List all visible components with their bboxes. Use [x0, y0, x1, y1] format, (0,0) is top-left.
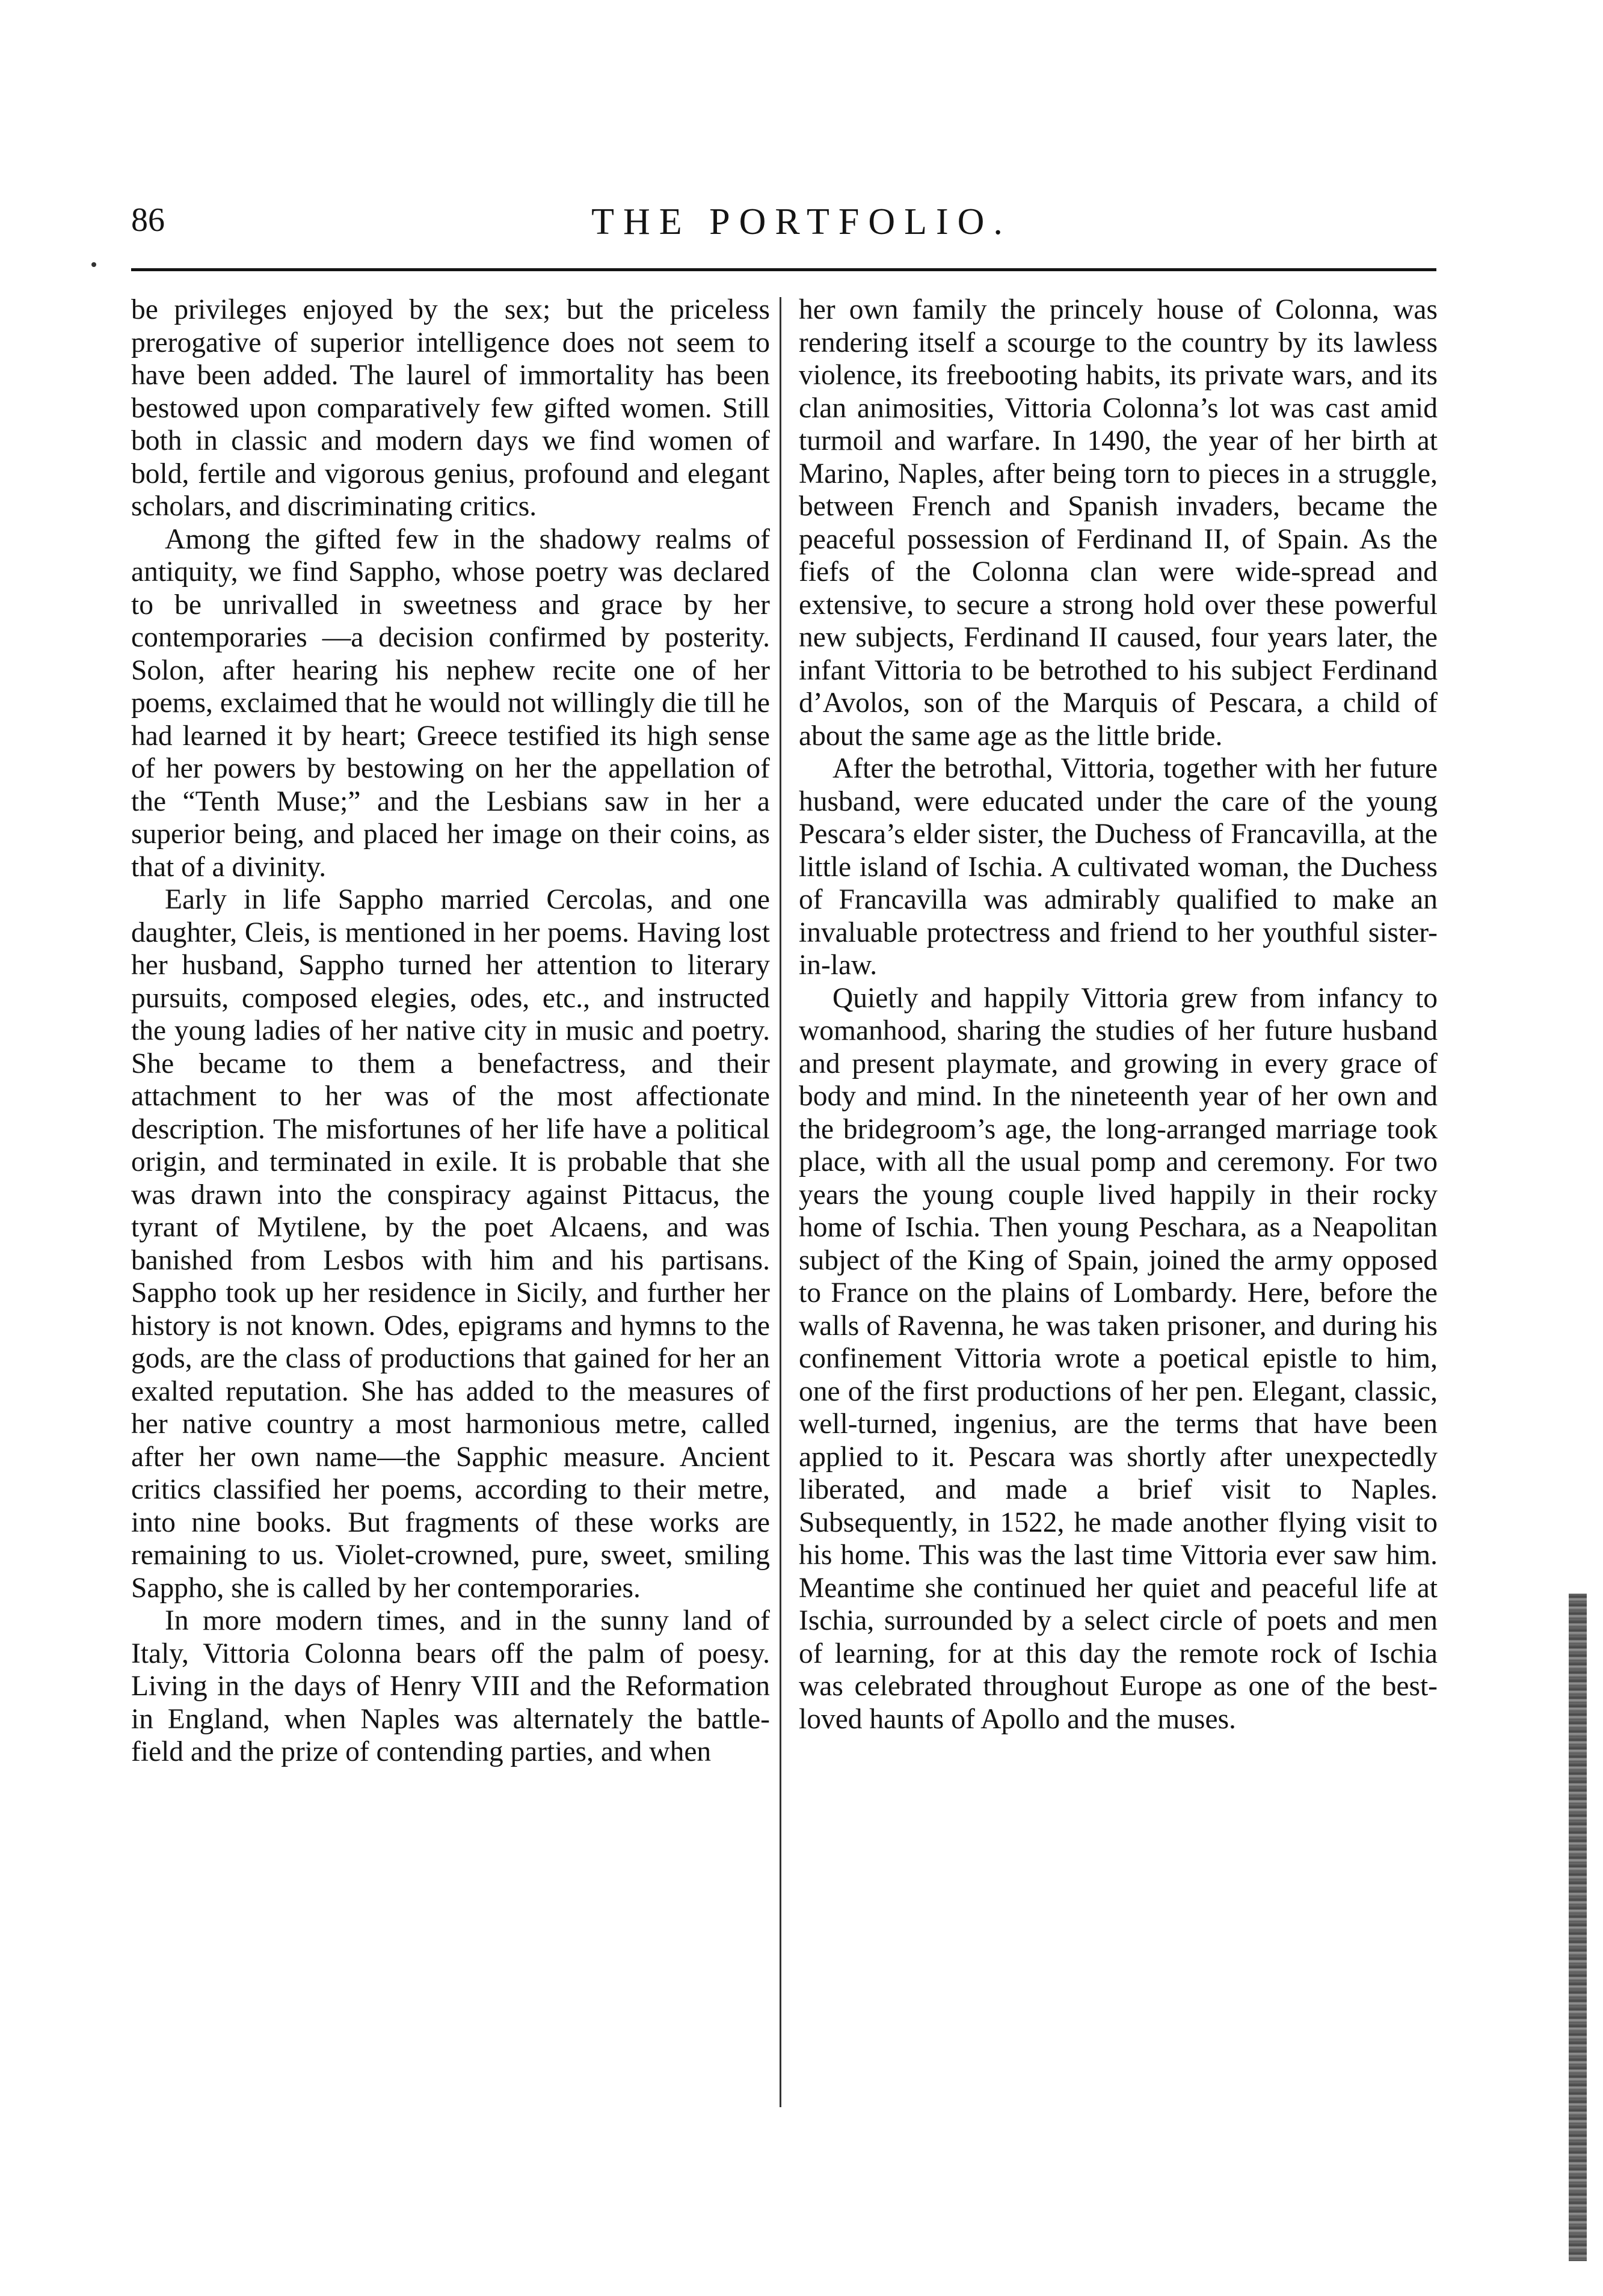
paragraph-sappho-life: Early in life Sappho married Cercolas, and one daughter, Cleis, is mentioned in her poems. Having lost her husband, Sappho turned her attention to literary pursuits, composed elegies, odes, etc., and instructed the young ladies of her native city in music and poetry. She became to them a benefactress, and their attachment to her was of the most affectionate description. The misfortunes of her life have a political origin, and terminated in exile. It is probable that she was drawn into the conspiracy against Pittacus, the tyrant of Mytilene, by the poet Alcaens, and was banished from Lesbos with him and his partisans. Sappho took up her residence in Sicily, and further her history is not known. Odes, epigrams and hymns to the gods, are the class of productions that gained for her an exalted reputation. She has added to the measures of her native country a most harmonious metre, called after her own name—the Sapphic measure. Ancient critics classified her poems, according to their metre, into nine books. But fragments of these works are remaining to us. Violet-crowned, pure, sweet, smiling Sappho, she is called by her contemporaries. [131, 884, 770, 1604]
left-column [131, 293, 770, 1769]
column-divider [780, 297, 781, 2107]
scan-edge-mark [1569, 1594, 1587, 2261]
right-column [799, 293, 1438, 1736]
paragraph-continued: be privileges enjoyed by the sex; but the priceless prerogative of superior intelligence does not seem to have been added. The laurel of immortality has been bestowed upon comparatively few gifted women. Still both in classic and modern days we find women of bold, fertile and vigorous genius, profound and elegant scholars, and discriminating critics. [131, 294, 770, 522]
paragraph-marriage: Quietly and happily Vittoria grew from infancy to womanhood, sharing the studies of her future husband and present playmate, and growing in every grace of body and mind. In the nineteenth year of her own and the bridegroom’s age, the long-arranged marriage took place, with all the usual pomp and ceremony. For two years the young couple lived happily in their rocky home of Ischia. Then young Peschara, as a Neapolitan subject of the King of Spain, joined the army opposed to France on the plains of Lombardy. Here, before the walls of Ravenna, he was taken prisoner, and during his confinement Vittoria wrote a poetical epistle to him, one of the first productions of her pen. Elegant, classic, well-turned, ingenius, are the terms that have been applied to it. Pescara was shortly after unexpectedly liberated, and made a brief visit to Naples. Subsequently, in 1522, he made another flying visit to his home. This was the last time Vittoria ever saw him. Meantime she continued her quiet and peaceful life at Ischia, surrounded by a select circle of poets and men of learning, for at this day the remote rock of Ischia was celebrated throughout Europe as one of the best-loved haunts of Apollo and the muses. [799, 982, 1438, 1735]
header-rule [131, 268, 1436, 271]
paragraph-sappho-intro: Among the gifted few in the shadowy realms of antiquity, we find Sappho, whose poetry was declared to be unrivalled in sweetness and grace by her contemporaries —a decision confirmed by posterity. Solon, after hearing his nephew recite one of her poems, exclaimed that he would not willingly die till he had learned it by heart; Greece testified its high sense of her powers by bestowing on her the appellation of the “Tenth Muse;” and the Lesbians saw in her a superior being, and placed her image on their coins, as that of a divinity. [131, 523, 770, 883]
margin-speck [91, 262, 96, 267]
running-head-title: THE PORTFOLIO. [591, 201, 1012, 242]
paragraph-colonna-family: her own family the princely house of Colonna, was rendering itself a scourge to the country by its lawless violence, its freebooting habits, its private wars, and its clan animosities, Vittoria Colonna’s lot was cast amid turmoil and warfare. In 1490, the year of her birth at Marino, Naples, after being torn to pieces in a struggle, between French and Spanish invaders, became the peaceful possession of Ferdinand II, of Spain. As the fiefs of the Colonna clan were wide-spread and extensive, to secure a strong hold over these powerful new subjects, Ferdinand II caused, four years later, the infant Vittoria to be betrothed to his subject Ferdinand d’Avolos, son of the Marquis of Pescara, a child of about the same age as the little bride. [799, 294, 1438, 752]
paragraph-betrothal: After the betrothal, Vittoria, together with her future husband, were educated under the care of the young Pescara’s elder sister, the Duchess of Francavilla, at the little island of Ischia. A cultivated woman, the Duchess of Francavilla was admirably qualified to make an invaluable protectress and friend to her youthful sister-in-law. [799, 753, 1438, 981]
paragraph-colonna-intro: In more modern times, and in the sunny land of Italy, Vittoria Colonna bears off the palm of poesy. Living in the days of Henry VIII and the Reformation in England, when Naples was alternately the battle-field and the prize of contending parties, and when [131, 1605, 770, 1767]
page-number: 86 [131, 201, 165, 239]
